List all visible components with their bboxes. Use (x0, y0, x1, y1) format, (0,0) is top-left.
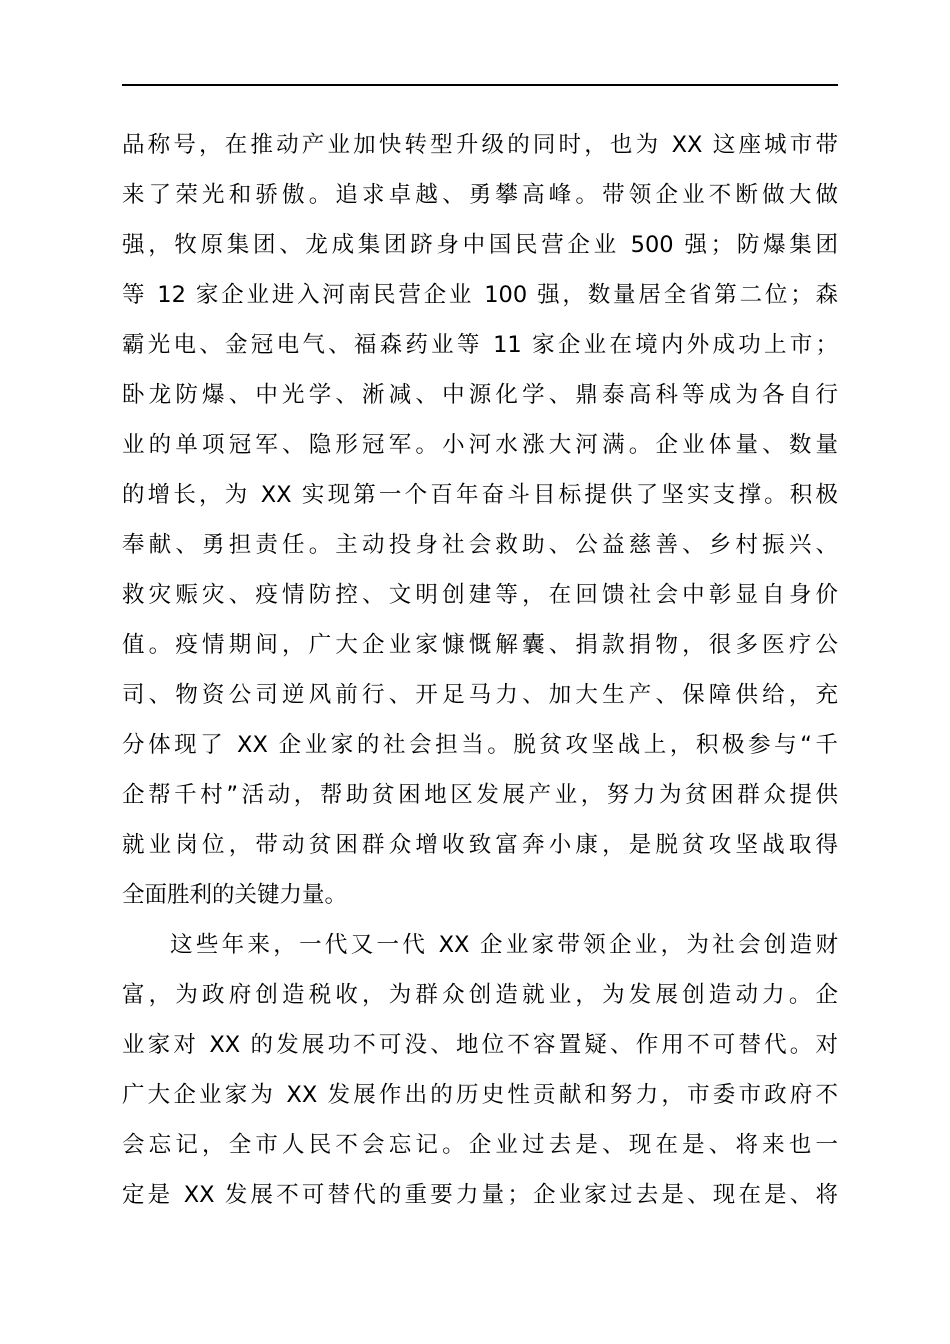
text-line: 的增长，为 XX 实现第一个百年奋斗目标提供了坚实支撑。积极 (122, 482, 838, 508)
text-line: 这些年来，一代又一代 XX 企业家带领企业，为社会创造财 (170, 932, 838, 958)
text-line: 就业岗位，带动贫困群众增收致富奔小康，是脱贫攻坚战取得 (122, 832, 838, 858)
text-line: 会忘记，全市人民不会忘记。企业过去是、现在是、将来也一 (122, 1132, 838, 1158)
text-line: 广大企业家为 XX 发展作出的历史性贡献和努力，市委市政府不 (122, 1082, 838, 1108)
text-line: 救灾赈灾、疫情防控、文明创建等，在回馈社会中彰显自身价 (122, 582, 838, 608)
text-line: 等 12 家企业进入河南民营企业 100 强，数量居全省第二位；森 (122, 282, 838, 308)
text-line: 品称号，在推动产业加快转型升级的同时，也为 XX 这座城市带 (122, 132, 838, 158)
text-line: 强，牧原集团、龙成集团跻身中国民营企业 500 强；防爆集团 (122, 232, 838, 258)
text-line: 业的单项冠军、隐形冠军。小河水涨大河满。企业体量、数量 (122, 432, 838, 458)
text-line: 奉献、勇担责任。主动投身社会救助、公益慈善、乡村振兴、 (122, 532, 838, 558)
document-body (122, 120, 838, 1220)
text-line: 霸光电、金冠电气、福森药业等 11 家企业在境内外成功上市； (122, 332, 838, 358)
header-rule (122, 84, 838, 86)
text-line: 业家对 XX 的发展功不可没、地位不容置疑、作用不可替代。对 (122, 1032, 838, 1058)
text-line: 企帮千村”活动，帮助贫困地区发展产业，努力为贫困群众提供 (122, 782, 838, 808)
text-line: 卧龙防爆、中光学、淅减、中源化学、鼎泰高科等成为各自行 (122, 382, 838, 408)
text-line: 分体现了 XX 企业家的社会担当。脱贫攻坚战上，积极参与“千 (122, 732, 838, 758)
text-line: 值。疫情期间，广大企业家慷慨解囊、捐款捐物，很多医疗公 (122, 632, 838, 658)
text-line: 全面胜利的关键力量。 (122, 882, 348, 908)
text-line: 司、物资公司逆风前行、开足马力、加大生产、保障供给，充 (122, 682, 838, 708)
text-line: 定是 XX 发展不可替代的重要力量；企业家过去是、现在是、将 (122, 1182, 838, 1208)
text-line: 来了荣光和骄傲。追求卓越、勇攀高峰。带领企业不断做大做 (122, 182, 838, 208)
text-line: 富，为政府创造税收，为群众创造就业，为发展创造动力。企 (122, 982, 838, 1008)
